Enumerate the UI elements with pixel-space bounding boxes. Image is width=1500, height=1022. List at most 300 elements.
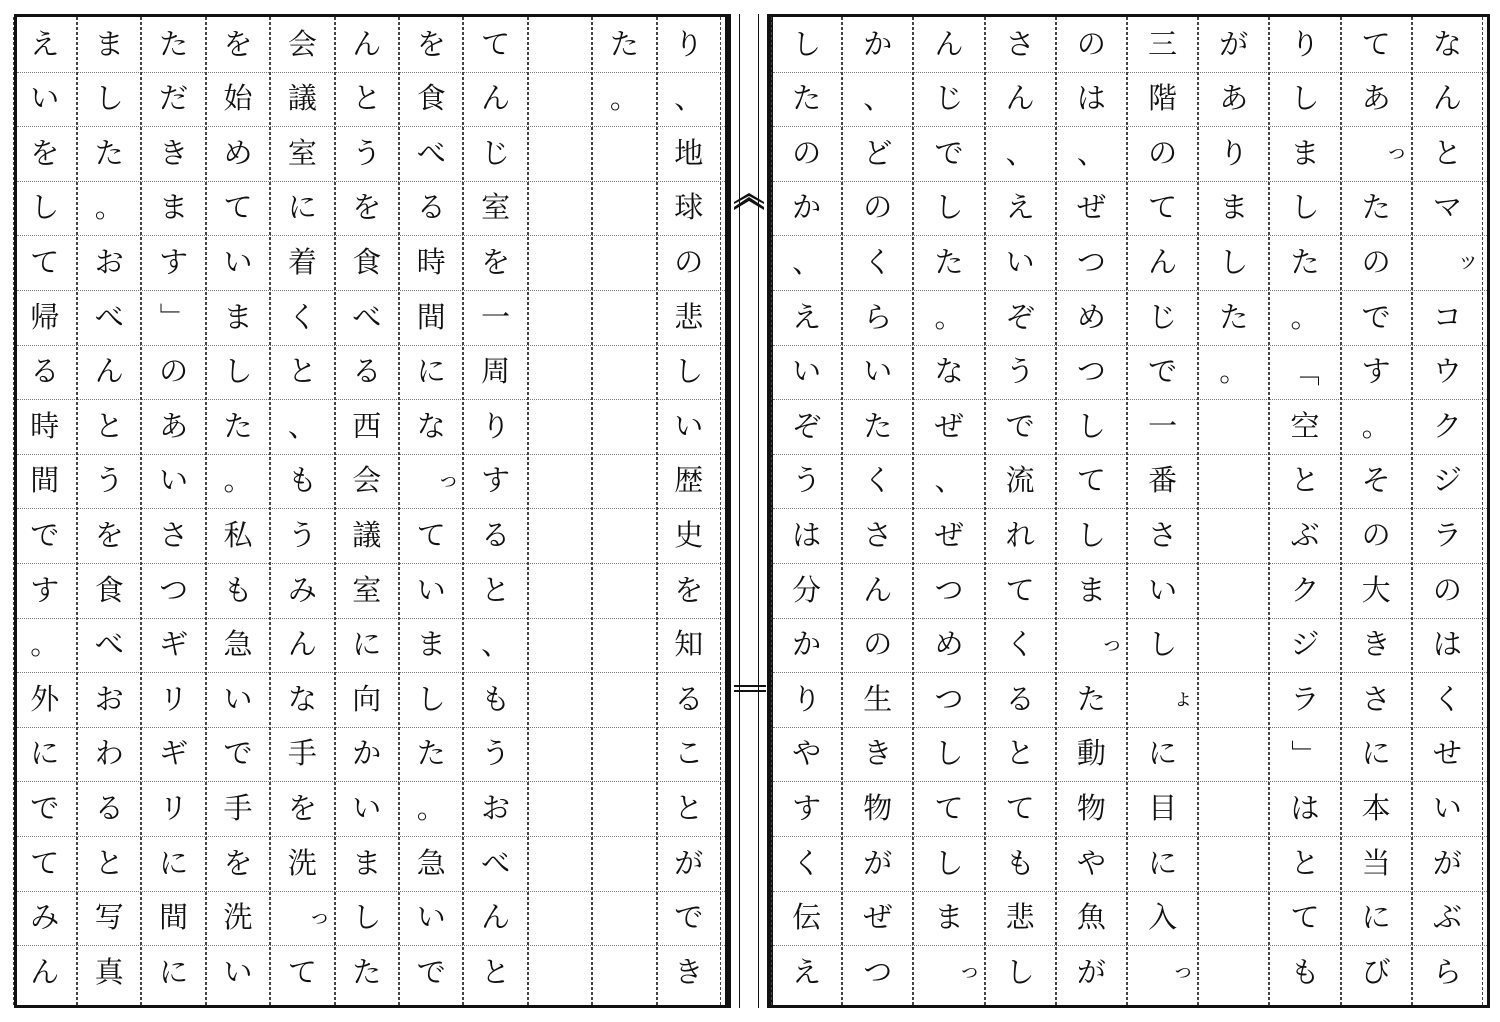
manuscript-char: ジ	[1290, 627, 1320, 662]
manuscript-char: さ	[1148, 517, 1178, 552]
manuscript-char: た	[1219, 299, 1249, 334]
manuscript-char: て	[1076, 463, 1106, 498]
manuscript-char: し	[1290, 190, 1320, 225]
manuscript-char: お	[94, 681, 124, 716]
manuscript-char: 室	[352, 572, 382, 607]
manuscript-char: る	[674, 681, 704, 716]
manuscript-page-right	[770, 14, 1490, 1008]
manuscript-char: 室	[287, 135, 317, 170]
manuscript-char: 「	[1288, 357, 1323, 387]
manuscript-char: す	[30, 572, 60, 607]
manuscript-char: ら	[1432, 954, 1462, 989]
manuscript-char: ま	[1290, 135, 1320, 170]
manuscript-char: り	[792, 681, 822, 716]
manuscript-char: て	[1290, 900, 1320, 935]
manuscript-char: は	[1290, 790, 1320, 825]
manuscript-char: じ	[1148, 299, 1178, 334]
manuscript-char: 写	[94, 900, 124, 935]
manuscript-char: の	[674, 244, 704, 279]
manuscript-char: え	[30, 26, 60, 61]
manuscript-char: 間	[159, 900, 189, 935]
manuscript-char: と	[1432, 135, 1462, 170]
manuscript-char: 。	[1290, 299, 1320, 334]
manuscript-char: 着	[287, 244, 317, 279]
manuscript-char: さ	[863, 517, 893, 552]
manuscript-char: か	[352, 736, 382, 771]
manuscript-char: ぞ	[1005, 299, 1035, 334]
center-gutter	[728, 14, 770, 1008]
manuscript-char: の	[863, 627, 893, 662]
manuscript-char: 急	[416, 845, 446, 880]
manuscript-char: 空	[1290, 408, 1320, 443]
manuscript-char: っ	[1172, 959, 1195, 985]
manuscript-char: た	[223, 408, 253, 443]
manuscript-char: 。	[609, 81, 639, 116]
manuscript-char: 食	[416, 81, 446, 116]
manuscript-char: て	[481, 26, 511, 61]
manuscript-char: め	[223, 135, 253, 170]
manuscript-char: て	[1148, 190, 1178, 225]
manuscript-char: ジ	[1432, 463, 1462, 498]
manuscript-char: 当	[1361, 845, 1391, 880]
manuscript-char: ん	[481, 900, 511, 935]
manuscript-char: し	[1290, 81, 1320, 116]
manuscript-char: を	[674, 572, 704, 607]
manuscript-char: し	[94, 81, 124, 116]
manuscript-char: る	[481, 517, 511, 552]
manuscript-char: た	[352, 954, 382, 989]
manuscript-char: 周	[481, 354, 511, 389]
manuscript-char: つ	[934, 572, 964, 607]
manuscript-char: を	[223, 845, 253, 880]
manuscript-char: い	[223, 244, 253, 279]
manuscript-char: く	[287, 299, 317, 334]
manuscript-char: に	[1361, 736, 1391, 771]
manuscript-char: く	[863, 244, 893, 279]
manuscript-char: て	[1005, 790, 1035, 825]
manuscript-char: は	[1432, 627, 1462, 662]
manuscript-char: い	[223, 681, 253, 716]
manuscript-char: 地	[674, 135, 704, 170]
manuscript-char: ぜ	[934, 517, 964, 552]
manuscript-char: る	[94, 790, 124, 825]
manuscript-char: え	[1005, 190, 1035, 225]
manuscript-char: て	[416, 517, 446, 552]
manuscript-char: 魚	[1076, 900, 1106, 935]
manuscript-char: し	[1076, 517, 1106, 552]
manuscript-char: な	[416, 408, 446, 443]
manuscript-char: に	[30, 736, 60, 771]
manuscript-char: く	[1432, 681, 1462, 716]
manuscript-char: と	[94, 408, 124, 443]
manuscript-column	[771, 17, 842, 1005]
manuscript-char: 手	[223, 790, 253, 825]
manuscript-char: 生	[863, 681, 893, 716]
manuscript-char: で	[934, 135, 964, 170]
manuscript-char: と	[1290, 845, 1320, 880]
manuscript-char: っ	[1385, 140, 1408, 166]
manuscript-char: ま	[1076, 572, 1106, 607]
manuscript-char: か	[792, 190, 822, 225]
manuscript-char: 会	[352, 463, 382, 498]
manuscript-char: う	[287, 517, 317, 552]
manuscript-char: の	[792, 135, 822, 170]
manuscript-char: と	[352, 81, 382, 116]
manuscript-char: う	[352, 135, 382, 170]
manuscript-char: 手	[287, 736, 317, 771]
manuscript-char: 時	[30, 408, 60, 443]
manuscript-char: 悲	[674, 299, 704, 334]
manuscript-char: 目	[1148, 790, 1178, 825]
manuscript-char: 、	[287, 408, 317, 443]
manuscript-char: 動	[1076, 736, 1106, 771]
manuscript-char: ク	[1432, 408, 1462, 443]
manuscript-char: も	[1005, 845, 1035, 880]
manuscript-char: を	[223, 26, 253, 61]
manuscript-char: ク	[1290, 572, 1320, 607]
manuscript-char: ラ	[1290, 681, 1320, 716]
manuscript-char: っ	[1100, 631, 1123, 657]
manuscript-char: を	[352, 190, 382, 225]
manuscript-char: ま	[223, 299, 253, 334]
manuscript-char: 、	[674, 81, 704, 116]
manuscript-char: し	[934, 845, 964, 880]
manuscript-char: て	[1005, 572, 1035, 607]
manuscript-char: ん	[287, 627, 317, 662]
manuscript-char: と	[481, 572, 511, 607]
manuscript-char: ぜ	[863, 900, 893, 935]
manuscript-char: う	[1005, 354, 1035, 389]
manuscript-char: そ	[1361, 463, 1391, 498]
manuscript-char: 議	[287, 81, 317, 116]
manuscript-char: く	[792, 845, 822, 880]
manuscript-char: 、	[792, 244, 822, 279]
manuscript-char: う	[792, 463, 822, 498]
manuscript-char: 、	[481, 627, 511, 662]
manuscript-char: は	[792, 517, 822, 552]
manuscript-char: も	[1290, 954, 1320, 989]
manuscript-char: い	[223, 954, 253, 989]
manuscript-char: の	[863, 190, 893, 225]
manuscript-char: で	[416, 954, 446, 989]
manuscript-char: あ	[159, 408, 189, 443]
manuscript-char: ん	[352, 26, 382, 61]
manuscript-char: た	[94, 135, 124, 170]
manuscript-char: だ	[159, 81, 189, 116]
manuscript-char: つ	[863, 954, 893, 989]
manuscript-char: た	[1076, 681, 1106, 716]
manuscript-char: れ	[1005, 517, 1035, 552]
manuscript-char: わ	[94, 736, 124, 771]
manuscript-char: 本	[1361, 790, 1391, 825]
manuscript-char: の	[159, 354, 189, 389]
manuscript-column	[141, 17, 205, 1005]
manuscript-char: 帰	[30, 299, 60, 334]
manuscript-char: で	[1361, 299, 1391, 334]
manuscript-char: ま	[416, 627, 446, 662]
fold-mark-icon	[732, 193, 766, 211]
manuscript-char: て	[223, 190, 253, 225]
gutter-rule	[758, 14, 759, 1008]
manuscript-char: が	[1219, 26, 1249, 61]
manuscript-char: 三	[1148, 26, 1178, 61]
manuscript-char: 時	[416, 244, 446, 279]
manuscript-char: を	[481, 244, 511, 279]
manuscript-char: し	[934, 190, 964, 225]
manuscript-char: ギ	[159, 736, 189, 771]
manuscript-char: に	[159, 954, 189, 989]
manuscript-char: と	[674, 790, 704, 825]
manuscript-char: ま	[159, 190, 189, 225]
manuscript-char: で	[1148, 354, 1178, 389]
manuscript-char: い	[416, 572, 446, 607]
manuscript-char: で	[30, 517, 60, 552]
manuscript-char: 史	[674, 517, 704, 552]
manuscript-char: め	[934, 627, 964, 662]
manuscript-char: 向	[352, 681, 382, 716]
manuscript-char: な	[934, 354, 964, 389]
manuscript-char: 間	[30, 463, 60, 498]
manuscript-char: 番	[1148, 463, 1178, 498]
manuscript-char: の	[1076, 26, 1106, 61]
manuscript-char: て	[934, 790, 964, 825]
manuscript-char: 入	[1148, 900, 1178, 935]
manuscript-char: ウ	[1432, 354, 1462, 389]
manuscript-char: と	[287, 354, 317, 389]
manuscript-char: で	[674, 900, 704, 935]
manuscript-char: じ	[934, 81, 964, 116]
manuscript-char: 悲	[1005, 900, 1035, 935]
manuscript-char: が	[1432, 845, 1462, 880]
manuscript-column	[1198, 17, 1269, 1005]
manuscript-char: に	[287, 190, 317, 225]
manuscript-char: も	[223, 572, 253, 607]
manuscript-char: り	[674, 26, 704, 61]
manuscript-char: て	[30, 845, 60, 880]
manuscript-char: 食	[352, 244, 382, 279]
manuscript-char: 。	[223, 463, 253, 498]
manuscript-char: う	[481, 736, 511, 771]
manuscript-char: 、	[1005, 135, 1035, 170]
manuscript-char: ょ	[1172, 686, 1195, 712]
manuscript-char: さ	[159, 517, 189, 552]
manuscript-char: た	[609, 26, 639, 61]
manuscript-char: は	[1076, 81, 1106, 116]
manuscript-char: に	[416, 354, 446, 389]
manuscript-char: ん	[1432, 81, 1462, 116]
manuscript-char: た	[863, 408, 893, 443]
manuscript-char: の	[1361, 244, 1391, 279]
manuscript-char: る	[30, 354, 60, 389]
manuscript-char: で	[1005, 408, 1035, 443]
manuscript-char: べ	[94, 627, 124, 662]
manuscript-char: 会	[287, 26, 317, 61]
manuscript-char: り	[481, 408, 511, 443]
manuscript-char: 。	[934, 299, 964, 334]
manuscript-char: ん	[94, 354, 124, 389]
manuscript-char: ぞ	[792, 408, 822, 443]
manuscript-char: 球	[674, 190, 704, 225]
manuscript-char: 。	[1361, 408, 1391, 443]
manuscript-column	[657, 17, 721, 1005]
manuscript-char: も	[481, 681, 511, 716]
manuscript-char: び	[1361, 954, 1391, 989]
manuscript-char: 間	[416, 299, 446, 334]
manuscript-char: ま	[934, 900, 964, 935]
manuscript-char: 外	[30, 681, 60, 716]
manuscript-char: た	[416, 736, 446, 771]
manuscript-char: 私	[223, 517, 253, 552]
manuscript-char: 急	[223, 627, 253, 662]
manuscript-char: い	[1148, 572, 1178, 607]
manuscript-char: 流	[1005, 463, 1035, 498]
manuscript-char: く	[863, 463, 893, 498]
manuscript-char: の	[1148, 135, 1178, 170]
manuscript-char: て	[1361, 26, 1391, 61]
manuscript-char: つ	[159, 572, 189, 607]
manuscript-char: た	[1361, 190, 1391, 225]
manuscript-char: き	[863, 736, 893, 771]
manuscript-char: を	[287, 790, 317, 825]
manuscript-column	[13, 17, 77, 1005]
manuscript-char: な	[287, 681, 317, 716]
manuscript-column	[1127, 17, 1198, 1005]
manuscript-char: ま	[352, 845, 382, 880]
manuscript-char: て	[30, 244, 60, 279]
manuscript-char: を	[94, 517, 124, 552]
manuscript-char: ラ	[1432, 517, 1462, 552]
manuscript-char: 伝	[792, 900, 822, 935]
manuscript-char: 室	[481, 190, 511, 225]
manuscript-char: リ	[159, 790, 189, 825]
manuscript-column	[985, 17, 1056, 1005]
manuscript-char: ん	[481, 81, 511, 116]
manuscript-char: し	[792, 26, 822, 61]
manuscript-char: し	[1005, 954, 1035, 989]
manuscript-char: リ	[159, 681, 189, 716]
manuscript-char: マ	[1432, 190, 1462, 225]
manuscript-char: せ	[1432, 736, 1462, 771]
manuscript-char: み	[287, 572, 317, 607]
manuscript-char: す	[792, 790, 822, 825]
manuscript-char: ギ	[159, 627, 189, 662]
manuscript-column	[592, 17, 656, 1005]
manuscript-char: う	[94, 463, 124, 498]
manuscript-char: 一	[481, 299, 511, 334]
manuscript-char: を	[30, 135, 60, 170]
manuscript-char: り	[1290, 26, 1320, 61]
manuscript-char: 大	[1361, 572, 1391, 607]
manuscript-char: に	[1148, 736, 1178, 771]
manuscript-char: み	[30, 900, 60, 935]
manuscript-char: し	[416, 681, 446, 716]
manuscript-char: ま	[94, 26, 124, 61]
manuscript-char: っ	[308, 904, 331, 930]
manuscript-char: ん	[1005, 81, 1035, 116]
manuscript-char: 、	[863, 81, 893, 116]
manuscript-char: 。	[30, 627, 60, 662]
manuscript-char: え	[792, 299, 822, 334]
manuscript-char: い	[30, 81, 60, 116]
manuscript-char: 真	[94, 954, 124, 989]
manuscript-char: つ	[1076, 354, 1106, 389]
manuscript-char: し	[352, 900, 382, 935]
manuscript-char: べ	[481, 845, 511, 880]
manuscript-char: 議	[352, 517, 382, 552]
manuscript-column	[206, 17, 270, 1005]
manuscript-char: 物	[863, 790, 893, 825]
manuscript-char: に	[1148, 845, 1178, 880]
manuscript-char: ど	[863, 135, 893, 170]
manuscript-char: か	[792, 627, 822, 662]
manuscript-char: 」	[157, 302, 192, 332]
manuscript-char: の	[1361, 517, 1391, 552]
manuscript-column	[1341, 17, 1412, 1005]
manuscript-char: こ	[674, 736, 704, 771]
manuscript-page-left	[14, 14, 728, 1008]
manuscript-char: る	[1005, 681, 1035, 716]
manuscript-char: と	[481, 954, 511, 989]
manuscript-char: る	[352, 354, 382, 389]
manuscript-char: お	[94, 244, 124, 279]
manuscript-char: っ	[437, 467, 460, 493]
manuscript-char: か	[863, 26, 893, 61]
manuscript-char: 始	[223, 81, 253, 116]
manuscript-char: 」	[1288, 739, 1323, 769]
manuscript-char: べ	[94, 299, 124, 334]
manuscript-char: い	[159, 463, 189, 498]
manuscript-char: さ	[1005, 26, 1035, 61]
center-mark-icon	[734, 684, 766, 694]
manuscript-char: 。	[1219, 354, 1249, 389]
manuscript-column	[463, 17, 527, 1005]
manuscript-char: 。	[94, 190, 124, 225]
manuscript-char: て	[287, 954, 317, 989]
manuscript-char: 。	[416, 790, 446, 825]
manuscript-char: つ	[934, 681, 964, 716]
manuscript-char: し	[934, 736, 964, 771]
manuscript-char: ん	[30, 954, 60, 989]
manuscript-char: ぶ	[1432, 900, 1462, 935]
manuscript-char: た	[934, 244, 964, 279]
manuscript-column	[270, 17, 334, 1005]
manuscript-char: あ	[1361, 81, 1391, 116]
manuscript-column	[1412, 17, 1483, 1005]
manuscript-char: 一	[1148, 408, 1178, 443]
manuscript-char: す	[481, 463, 511, 498]
manuscript-column	[913, 17, 984, 1005]
manuscript-char: ん	[1148, 244, 1178, 279]
manuscript-column	[842, 17, 913, 1005]
manuscript-char: べ	[416, 135, 446, 170]
manuscript-char: あ	[1219, 81, 1249, 116]
manuscript-char: も	[287, 463, 317, 498]
manuscript-char: ぶ	[1290, 517, 1320, 552]
manuscript-char: き	[159, 135, 189, 170]
manuscript-char: っ	[958, 959, 981, 985]
manuscript-char: ま	[1219, 190, 1249, 225]
manuscript-char: た	[159, 26, 189, 61]
manuscript-char: が	[863, 845, 893, 880]
manuscript-char: す	[1361, 354, 1391, 389]
manuscript-char: え	[792, 954, 822, 989]
manuscript-char: や	[1076, 845, 1106, 880]
manuscript-char: め	[1076, 299, 1106, 334]
manuscript-char: 知	[674, 627, 704, 662]
manuscript-char: や	[792, 736, 822, 771]
manuscript-char: い	[352, 790, 382, 825]
manuscript-char: と	[94, 845, 124, 880]
